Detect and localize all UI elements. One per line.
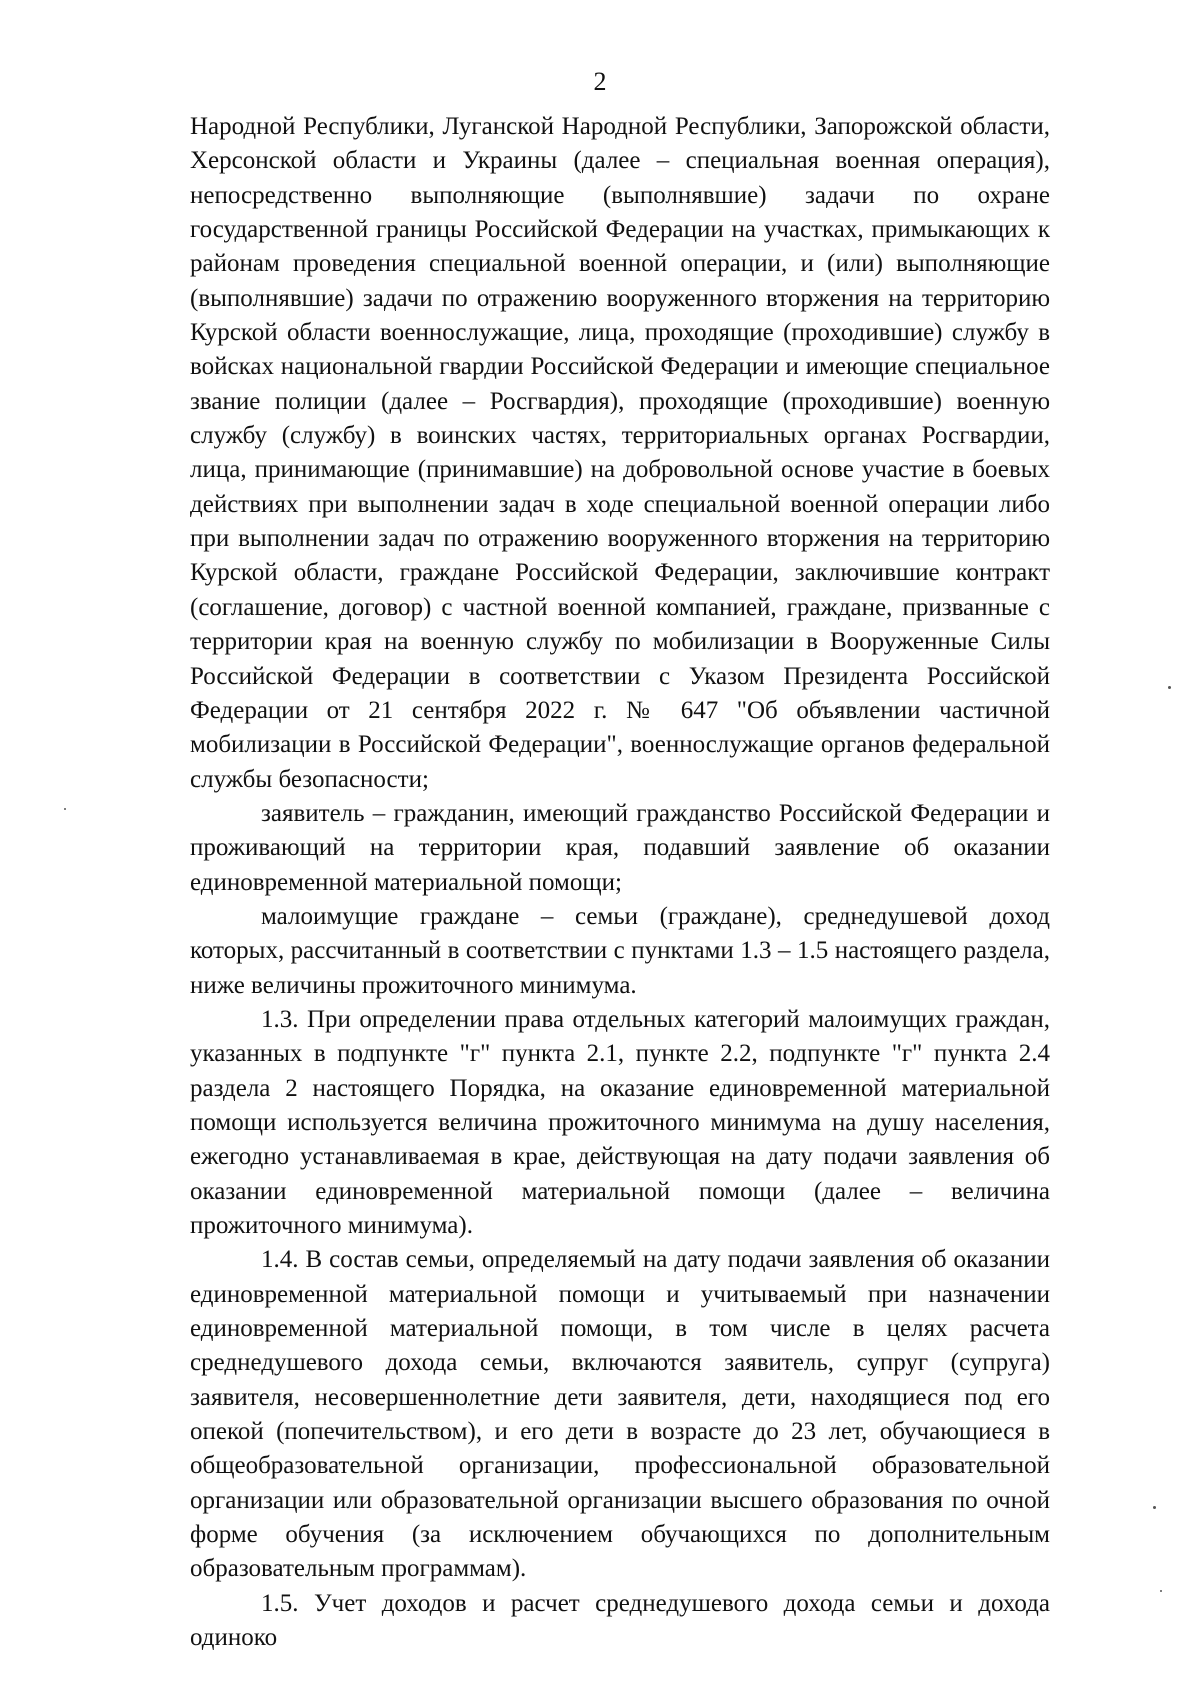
scan-speck: [1160, 1590, 1162, 1592]
paragraph-low-income-definition: малоимущие граждане – семьи (граждане), среднедушевой доход которых, рассчитанный в соответствии с пунктами 1.3 – 1.5 настоящего раздела, ниже величины прожиточного минимума.: [190, 902, 1050, 999]
paragraph-1-3: 1.3. При определении права отдельных категорий малоимущих граждан, указанных в подпункте "г" пункта 2.1, пункте 2.2, подпункте "г" пункта 2.4 раздела 2 настоящего Порядка, на оказание единовременной материальной помощи используется величина прожиточного минимума на душу населения, ежегодно устанавливаемая в крае, действующая на дату подачи заявления об оказании единовременной материальной помощи (далее – величина прожиточного минимума).: [190, 1005, 1050, 1239]
scan-speck: [64, 808, 66, 810]
scan-speck: [1153, 1506, 1156, 1509]
paragraph-applicant-definition: заявитель – гражданин, имеющий гражданство Российской Федерации и проживающий на территории края, подавший заявление об оказании единовременной материальной помощи;: [190, 799, 1050, 896]
document-body: [190, 110, 1050, 1655]
paragraph-1-4: 1.4. В состав семьи, определяемый на дату подачи заявления об оказании единовременной материальной помощи и учитываемый при назначении единовременной материальной помощи, в том числе в целях расчета среднедушевого дохода семьи, включаются заявитель, супруг (супруга) заявителя, несовершеннолетние дети заявителя, дети, находящиеся под его опекой (попечительством), и его дети в возрасте до 23 лет, обучающиеся в общеобразовательной организации, профессиональной образовательной организации или образовательной организации высшего образования по очной форме обучения (за исключением обучающихся по дополнительным образовательным программам).: [190, 1246, 1050, 1583]
paragraph-1-5: 1.5. Учет доходов и расчет среднедушевого дохода семьи и дохода одиноко: [190, 1589, 1050, 1652]
page-number: 2: [593, 67, 607, 96]
scan-speck: [1168, 686, 1171, 689]
paragraph-continuation: Народной Республики, Луганской Народной Республики, Запорожской области, Херсонской области и Украины (далее – специальная военная операция), непосредственно выполняющие (выполнявшие) задачи по охране государственной границы Российской Федерации на участках, примыкающих к районам проведения специальной военной операции, и (или) выполняющие (выполнявшие) задачи по отражению вооруженного вторжения на территорию Курской области военнослужащие, лица, проходящие (проходившие) службу в войсках национальной гвардии Российской Федерации и имеющие специальное звание полиции (далее – Росгвардия), проходящие (проходившие) военную службу (службу) в воинских частях, территориальных органах Росгвардии, лица, принимающие (принимавшие) на добровольной основе участие в боевых действиях при выполнении задач в ходе специальной военной операции либо при выполнении задач по отражению вооруженного вторжения на территорию Курской области, граждане Российской Федерации, заключившие контракт (соглашение, договор) с частной военной компанией, граждане, призванные с территории края на военную службу по мобилизации в Вооруженные Силы Российской Федерации в соответствии с Указом Президента Российской Федерации от 21 сентября 2022 г. № 647 "Об объявлении частичной мобилизации в Российской Федерации", военнослужащие органов федеральной службы безопасности;: [190, 113, 1050, 793]
